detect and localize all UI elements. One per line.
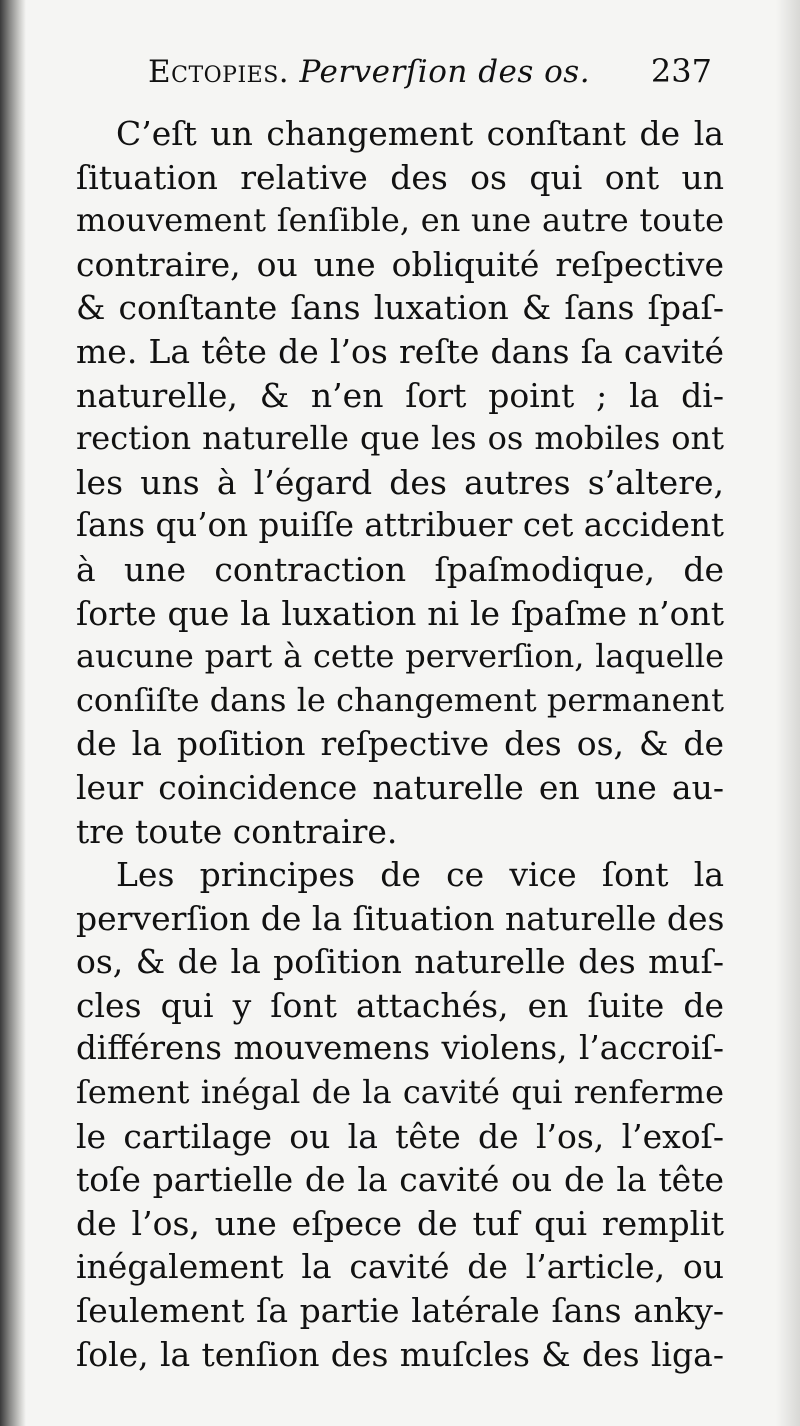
text-line: ſeulement ſa partie latérale ſans anky- [76, 1291, 724, 1331]
page-edge [776, 0, 800, 1426]
text-line: leur coincidence naturelle en une au- [76, 767, 724, 807]
text-line: les uns à l’égard des autres s’altere, [76, 462, 724, 502]
text-line: différens mouvemens violens, l’accroiſ- [76, 1029, 724, 1068]
text-line: toſe partielle de la cavité ou de la tête [76, 1160, 724, 1200]
text-line: le cartilage ou la tête de l’os, l’exoſ- [76, 1116, 724, 1156]
section-title: Ectopies. [148, 54, 290, 90]
paragraph-2 [76, 853, 724, 1376]
text-line: ſole, la tenſion des muſcles & des liga- [76, 1334, 724, 1374]
text-line: perverſion de la ſituation naturelle des [76, 898, 725, 938]
page-number: 237 [650, 52, 712, 90]
running-head-title [148, 54, 590, 90]
text-line: ſans qu’on puiſſe attribuer cet accident [76, 506, 724, 545]
text-line: ſement inégal de la cavité qui renferme [76, 1073, 724, 1112]
text-line: de l’os, une eſpece de tuf qui remplit [76, 1203, 724, 1243]
text-line: à une contraction ſpaſmodique, de [76, 549, 724, 589]
text-line: conſiſte dans le changement permanent [76, 680, 724, 719]
text-line: C’eſt un changement conſtant de la [116, 114, 724, 153]
text-line: ſorte que la luxation ni le ſpaſme n’ont [76, 593, 724, 633]
text-line: naturelle, & n’en ſort point ; la di- [76, 375, 724, 415]
text-line: ſituation relative des os qui ont un [76, 157, 724, 197]
running-head [148, 50, 718, 100]
text-line: os, & de la poſition naturelle des muſ- [76, 942, 724, 982]
text-line: rection naturelle que les os mobiles ont [76, 419, 724, 458]
text-line: Les principes de ce vice ſont la [116, 855, 724, 895]
text-line: tre toute contraire. [76, 811, 398, 851]
text-line: mouvement ſenſible, en une autre toute [76, 201, 724, 240]
text-line: & conſtante ſans luxation & ſans ſpaſ- [76, 288, 724, 328]
section-subtitle: Perverſion des os. [299, 54, 591, 90]
text-line: me. La tête de l’os reſte dans ſa cavité [76, 331, 724, 371]
text-line: contraire, ou une obliquité reſpective [76, 244, 724, 284]
paragraph-1 [76, 112, 724, 853]
text-line: de la poſition reſpective des os, & de [76, 724, 724, 764]
page-gutter-shadow [0, 0, 26, 1426]
body-text [76, 112, 724, 1376]
text-line: cles qui y ſont attachés, en ſuite de [76, 985, 724, 1025]
text-line: inégalement la cavité de l’article, ou [76, 1247, 724, 1287]
text-line: aucune part à cette perverſion, laquelle [76, 637, 724, 676]
